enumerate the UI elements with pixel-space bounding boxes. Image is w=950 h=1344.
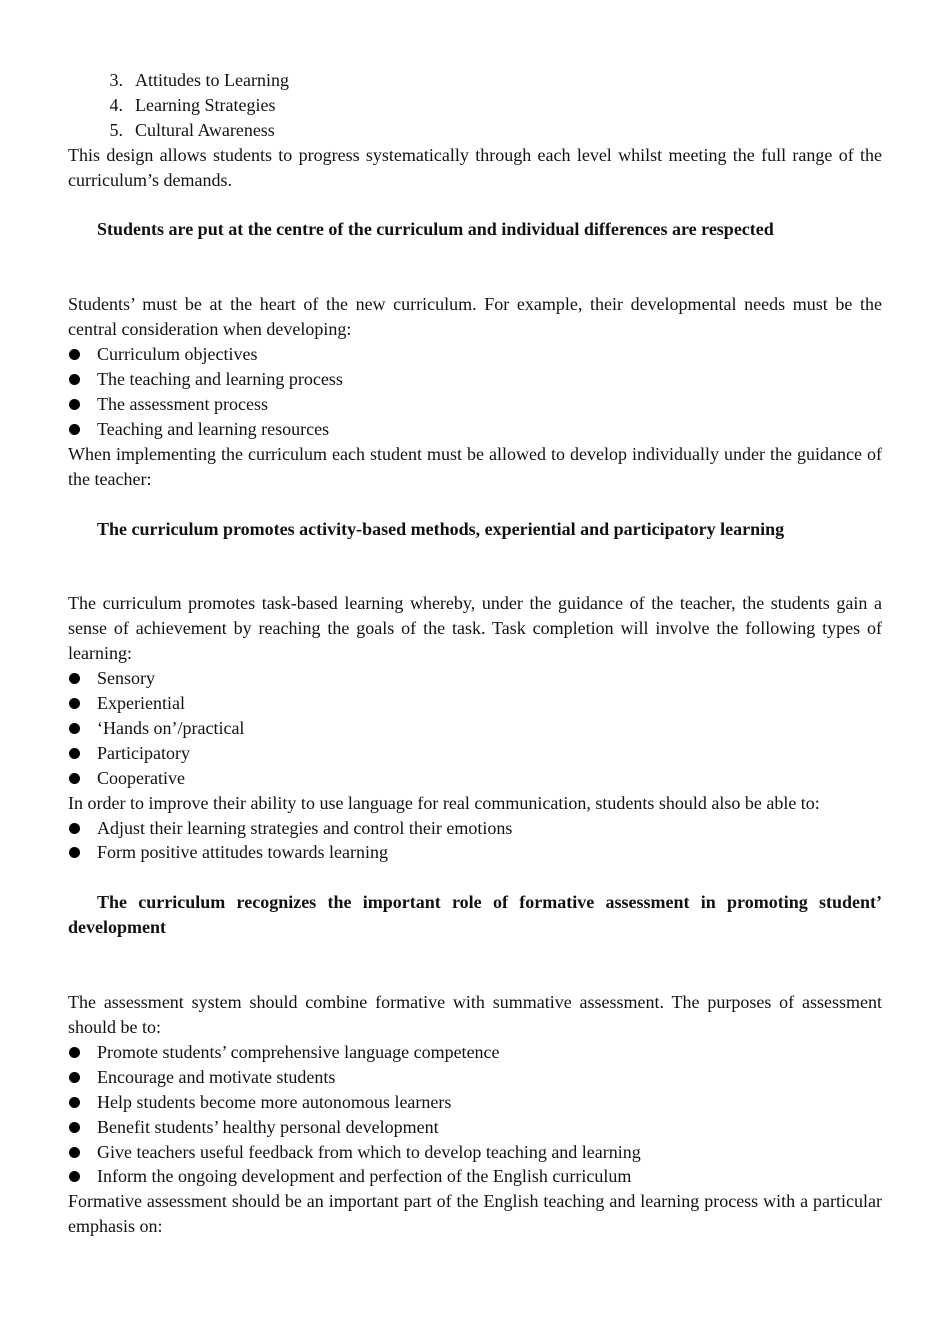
list-item [68,741,882,766]
bullet-icon [69,748,80,759]
list-item [68,691,882,716]
bullet-icon [69,1072,80,1083]
list-item-text: Attitudes to Learning [135,70,289,90]
list-item-text: Encourage and motivate students [97,1066,336,1087]
bullet-icon [69,399,80,410]
list-item [68,1065,882,1090]
list-item [68,392,882,417]
list-item-text: Curriculum objectives [97,344,258,365]
bullet-icon [69,1147,80,1158]
list-item [68,118,882,143]
section2-second-paragraph: In order to improve their ability to use language for real communication, students should also be able to: [68,792,820,813]
section2-second-bullet-list [68,816,882,866]
section1-paragraph: Students’ must be at the heart of the new curriculum. For example, their developmental needs must be the central consideration when developing: [68,294,882,340]
section3-closing-paragraph: Formative assessment should be an important part of the English teaching and learning process with a particular emphasis on: [68,1191,882,1237]
list-item [68,367,882,392]
section2-paragraph: The curriculum promotes task-based learning whereby, under the guidance of the teacher, the students gain a sense of achievement by reaching the goals of the task. Task completion will involve the following types of learning: [68,593,882,664]
list-item [68,766,882,791]
list-item-text: Learning Strategies [135,94,276,115]
list-item-text: Experiential [97,693,185,714]
bullet-icon [69,374,80,385]
list-item-text: The assessment process [97,393,268,414]
bullet-icon [69,773,80,784]
list-number: 5. [109,119,123,140]
section3-paragraph: The assessment system should combine formative with summative assessment. The purposes of assessment should be to: [68,992,882,1038]
section1-bullet-list [68,342,882,442]
list-item-text: Promote students’ comprehensive language competence [97,1041,500,1062]
list-item [68,93,882,118]
list-item-text: Cultural Awareness [135,119,275,140]
bullet-icon [69,823,80,834]
list-item-text: Cooperative [97,767,185,788]
list-item-text: Teaching and learning resources [97,418,330,439]
list-item [68,1090,882,1115]
bullet-icon [69,723,80,734]
list-item [68,1115,882,1140]
list-item [68,666,882,691]
section3-bullet-list [68,1040,882,1189]
list-item [68,716,882,741]
bullet-icon [69,1047,80,1058]
list-item-text: Inform the ongoing development and perfection of the English curriculum [97,1166,632,1187]
list-item [68,816,882,841]
section-heading-formative-assessment: The curriculum recognizes the important role of formative assessment in promoting student’ development [68,892,882,938]
bullet-icon [69,424,80,435]
bullet-icon [69,673,80,684]
list-item-text: Sensory [97,668,155,689]
section2-bullet-list [68,666,882,790]
list-item [68,68,882,93]
bullet-icon [69,349,80,360]
bullet-icon [69,1097,80,1108]
list-item [68,1164,882,1189]
list-item-text: Benefit students’ healthy personal development [97,1116,439,1137]
list-number: 3. [109,70,123,90]
list-item-text: ‘Hands on’/practical [97,717,245,738]
list-item-text: The teaching and learning process [97,369,343,390]
list-item [68,342,882,367]
section-heading-activity-based: The curriculum promotes activity-based methods, experiential and participatory learning [97,518,785,539]
bullet-icon [69,1122,80,1133]
list-item-text: Participatory [97,742,190,763]
list-item [68,1140,882,1165]
intro-paragraph: This design allows students to progress systematically through each level whilst meeting the full range of the curriculum’s demands. [68,144,882,190]
list-item-text: Adjust their learning strategies and control their emotions [97,817,513,838]
list-item [68,840,882,865]
list-item-text: Form positive attitudes towards learning [97,842,388,863]
document-page [68,68,882,1239]
section1-closing-paragraph: When implementing the curriculum each student must be allowed to develop individually under the guidance of the teacher: [68,443,882,489]
bullet-icon [69,698,80,709]
list-number: 4. [109,94,123,115]
section-heading-student-centred: Students are put at the centre of the curriculum and individual differences are respected [97,219,774,240]
bullet-icon [69,1171,80,1182]
list-item-text: Help students become more autonomous learners [97,1091,452,1112]
bullet-icon [69,847,80,858]
list-item-text: Give teachers useful feedback from which to develop teaching and learning [97,1141,641,1162]
list-item [68,1040,882,1065]
intro-numbered-list [68,68,882,143]
list-item [68,417,882,442]
